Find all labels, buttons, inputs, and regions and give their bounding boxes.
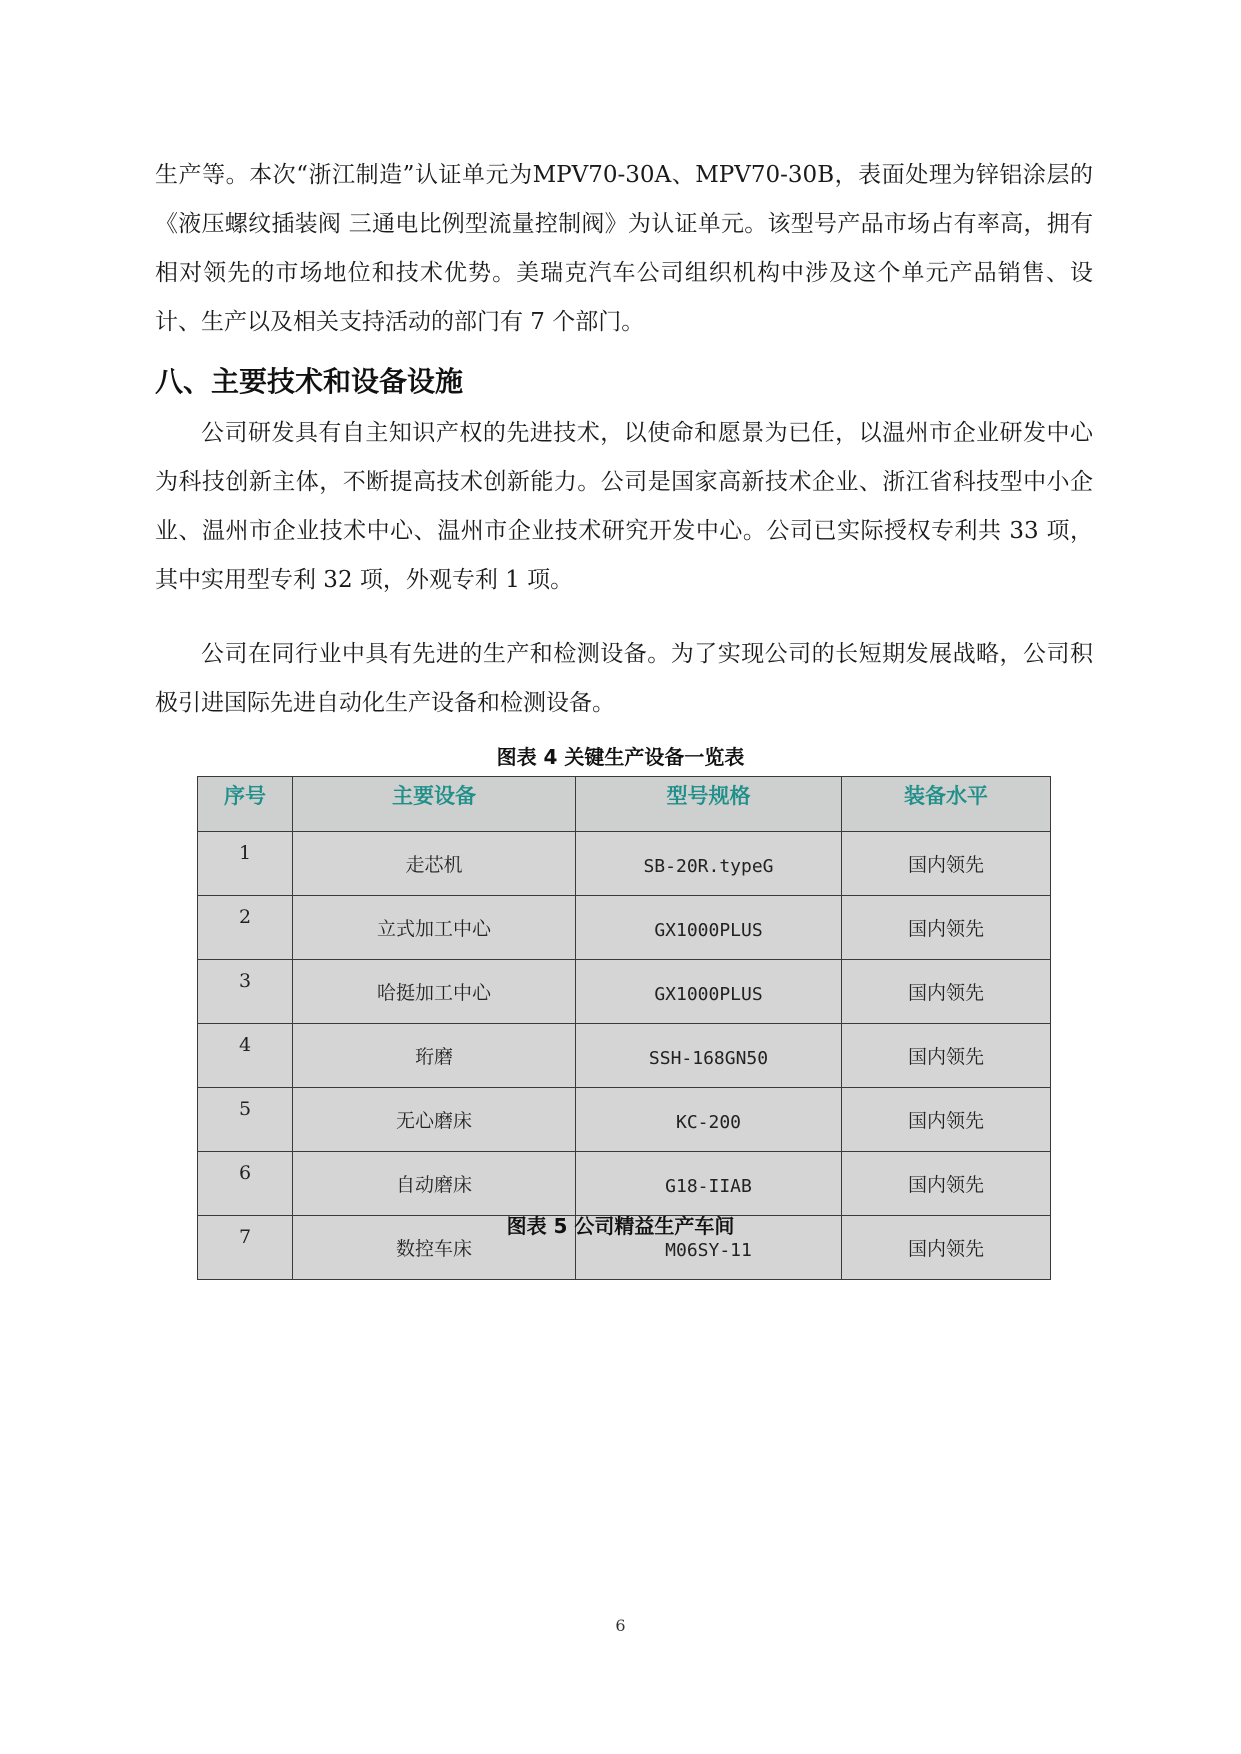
technology-paragraph: 公司研发具有自主知识产权的先进技术，以使命和愿景为已任，以温州市企业研发中心为科技创新主体，不断提高技术创新能力。公司是国家高新技术企业、浙江省科技型中小企业、温州市企业技术中心、温州市企业技术研究开发中心。公司已实际授权专利共 33 项，其中实用型专利 32 项，外观专利 1 项。 [155, 420, 1093, 593]
cell-serial: 4 [198, 1024, 293, 1088]
cell-equipment: 数控车床 [293, 1216, 576, 1280]
cell-model: SB-20R.typeG [576, 832, 842, 896]
table-row [198, 832, 1051, 896]
cell-equipment: 走芯机 [293, 832, 576, 896]
page-number: 6 [615, 1616, 626, 1635]
cell-model: GX1000PLUS [576, 960, 842, 1024]
table-row [198, 896, 1051, 960]
cell-equipment: 无心磨床 [293, 1088, 576, 1152]
figure-caption: 图表 5 公司精益生产车间 [506, 1214, 735, 1238]
cell-level: 国内领先 [842, 896, 1051, 960]
table-row [198, 1088, 1051, 1152]
table-row [198, 1152, 1051, 1216]
cell-model: SSH-168GN50 [576, 1024, 842, 1088]
cell-level: 国内领先 [842, 1024, 1051, 1088]
cell-level: 国内领先 [842, 1088, 1051, 1152]
cell-model: GX1000PLUS [576, 896, 842, 960]
cell-equipment: 珩磨 [293, 1024, 576, 1088]
table-header-row [198, 777, 1051, 832]
cell-level: 国内领先 [842, 832, 1051, 896]
cell-model: KC-200 [576, 1088, 842, 1152]
header-model-spec: 型号规格 [576, 777, 842, 832]
table-caption: 图表 4 关键生产设备一览表 [496, 745, 745, 769]
cell-equipment: 哈挺加工中心 [293, 960, 576, 1024]
cell-level: 国内领先 [842, 1152, 1051, 1216]
cell-serial: 6 [198, 1152, 293, 1216]
intro-paragraph: 生产等。本次“浙江制造”认证单元为MPV70-30A、MPV70-30B，表面处理为锌铝涂层的《液压螺纹插装阀 三通电比例型流量控制阀》为认证单元。该型号产品市场占有率高，拥有相对领先的市场地位和技术优势。美瑞克汽车公司组织机构中涉及这个单元产品销售、设计、生产以及相关支持活动的部门有 7 个部门。 [155, 162, 1093, 335]
table-row [198, 1024, 1051, 1088]
cell-serial: 5 [198, 1088, 293, 1152]
equipment-paragraph: 公司在同行业中具有先进的生产和检测设备。为了实现公司的长短期发展战略，公司积极引进国际先进自动化生产设备和检测设备。 [155, 641, 1093, 716]
header-serial-number: 序号 [198, 777, 293, 832]
cell-serial: 1 [198, 832, 293, 896]
cell-level: 国内领先 [842, 1216, 1051, 1280]
cell-serial: 7 [198, 1216, 293, 1280]
header-equipment-level: 装备水平 [842, 777, 1051, 832]
cell-serial: 2 [198, 896, 293, 960]
cell-equipment: 立式加工中心 [293, 896, 576, 960]
cell-model: M06SY-11 [576, 1216, 842, 1280]
header-main-equipment: 主要设备 [293, 777, 576, 832]
equipment-table [197, 776, 1051, 1280]
cell-serial: 3 [198, 960, 293, 1024]
table-row [198, 960, 1051, 1024]
cell-level: 国内领先 [842, 960, 1051, 1024]
cell-model: G18-IIAB [576, 1152, 842, 1216]
cell-equipment: 自动磨床 [293, 1152, 576, 1216]
section-heading: 八、主要技术和设备设施 [155, 365, 464, 398]
